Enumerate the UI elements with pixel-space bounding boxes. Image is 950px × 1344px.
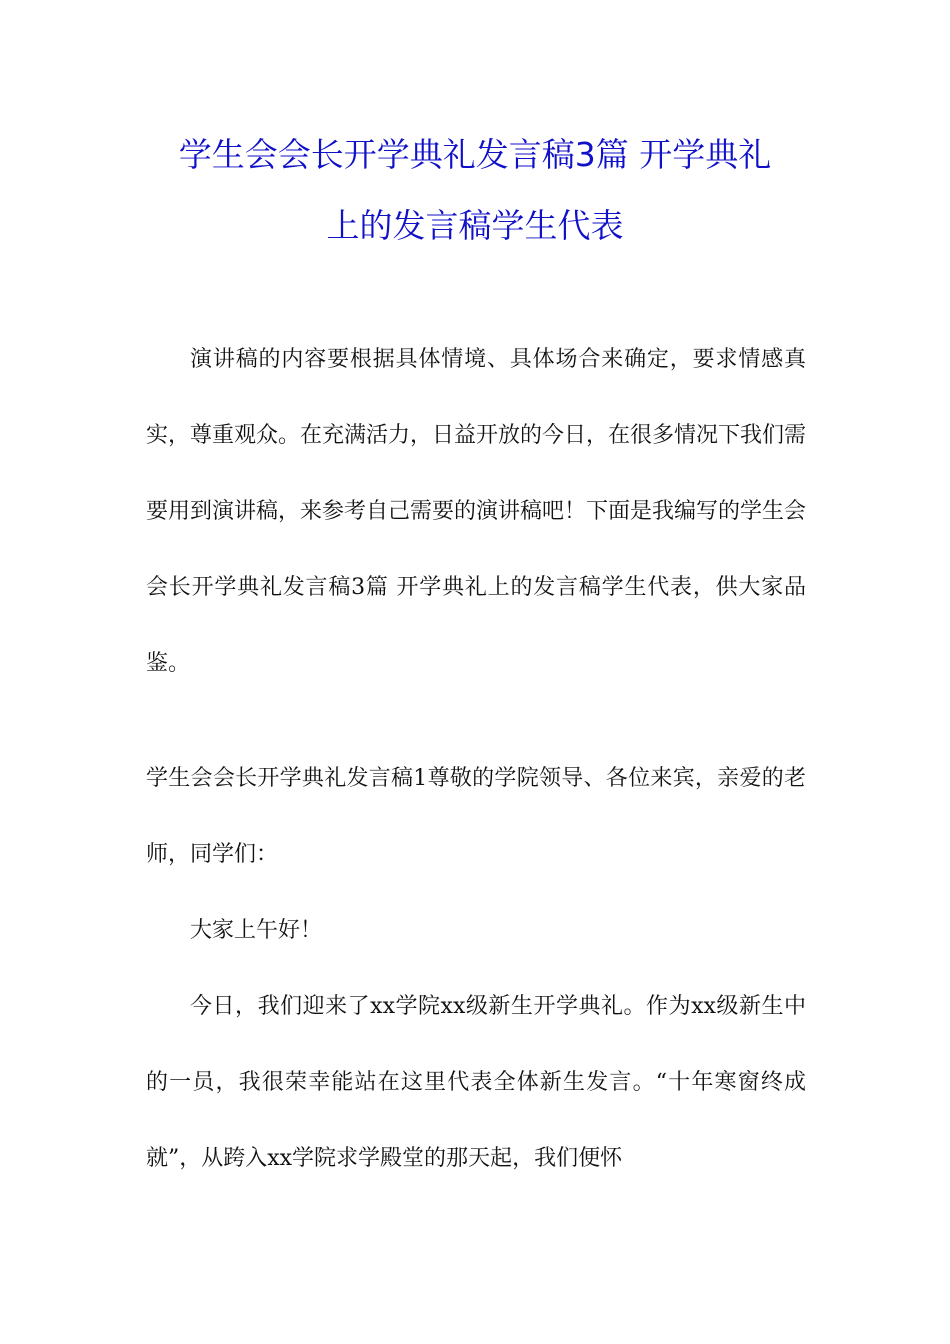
document-title-line-2: 上的发言稿学生代表 bbox=[326, 206, 624, 245]
intro-paragraph: 演讲稿的内容要根据具体情境、具体场合来确定，要求情感真实，尊重观众。在充满活力，日益开放的今日，在很多情况下我们需要用到演讲稿，来参考自己需要的演讲稿吧！下面是我编写的学生会会长开学典礼发言稿3篇 开学典礼上的发言稿学生代表，供大家品鉴。 bbox=[146, 347, 807, 676]
today-paragraph: 今日，我们迎来了xx学院xx级新生开学典礼。作为xx级新生中的一员，我很荣幸能站在这里代表全体新生发言。“十年寒窗终成就”，从跨入xx学院求学殿堂的那天起，我们便怀 bbox=[146, 994, 806, 1171]
document-title-line-1: 学生会会长开学典礼发言稿3篇 开学典礼 bbox=[178, 135, 772, 174]
greeting-paragraph: 大家上午好！ bbox=[190, 918, 323, 943]
speech-heading-paragraph: 学生会会长开学典礼发言稿1尊敬的学院领导、各位来宾，亲爱的老师，同学们： bbox=[146, 766, 806, 867]
